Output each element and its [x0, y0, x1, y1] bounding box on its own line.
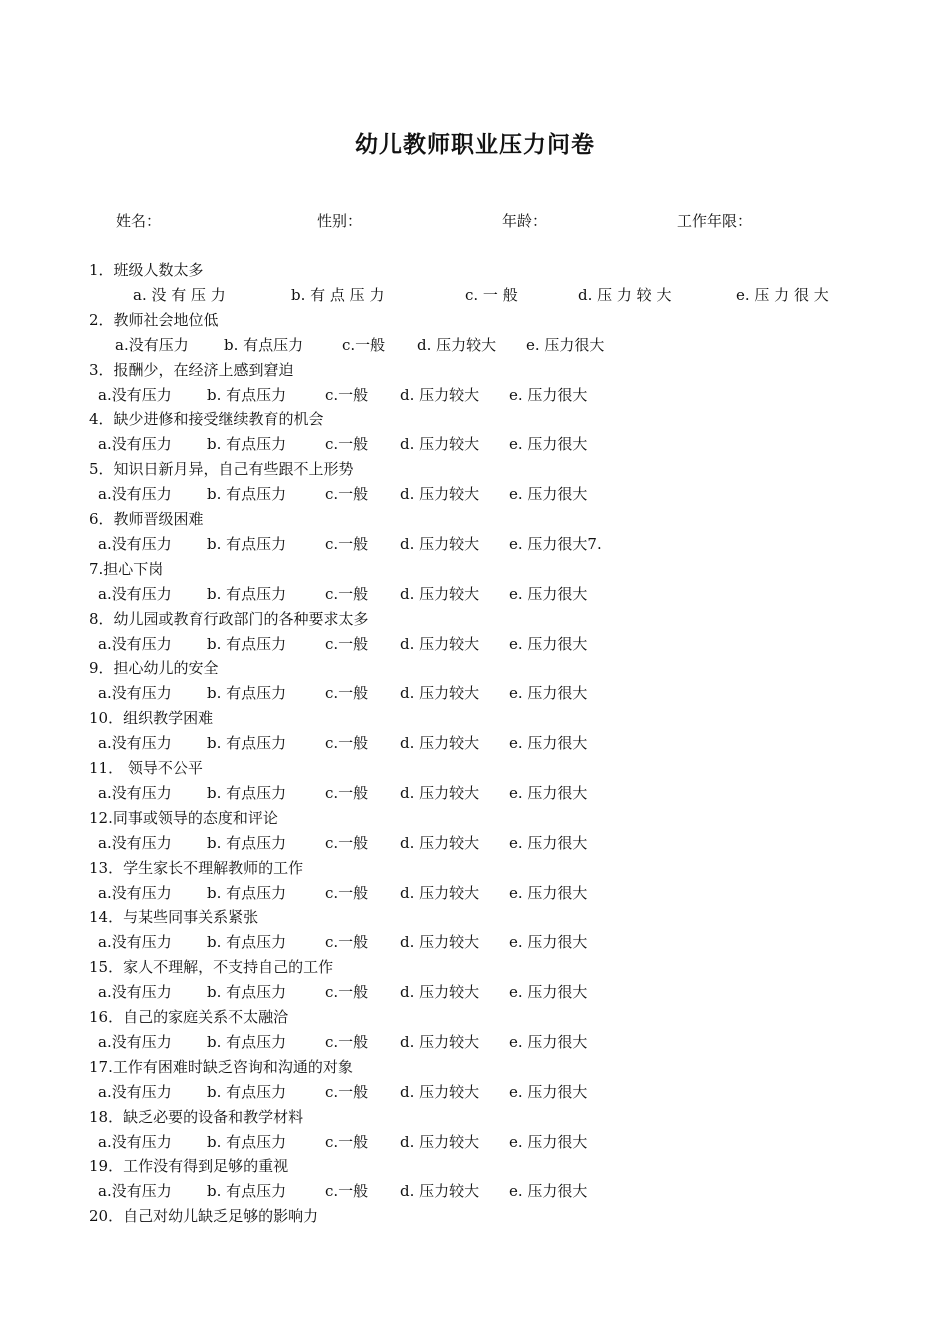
answer-option-c[interactable]: c.一般	[325, 784, 369, 802]
answer-option-e[interactable]: e. 压力很大	[509, 435, 588, 454]
answer-option-d[interactable]: d. 压力较大	[400, 385, 480, 404]
question-text: 10．组织教学困难	[89, 709, 214, 728]
answer-option-e[interactable]: e. 压力很大	[509, 584, 588, 603]
answer-option-a[interactable]: a. 没 有 压 力	[133, 286, 226, 304]
question-text: 20．自己对幼儿缺乏足够的影响力	[89, 1207, 319, 1226]
name-field-label: 姓名：	[116, 212, 162, 230]
question-text: 7.担心下岗	[89, 559, 164, 578]
answer-option-b[interactable]: b. 有点压力	[207, 883, 287, 902]
answer-option-e[interactable]: e. 压力很大	[509, 634, 588, 653]
answer-option-a[interactable]: a.没有压力	[98, 983, 172, 1002]
answer-option-a[interactable]: a.没有压力	[98, 784, 172, 802]
answer-options-row	[0, 681, 950, 705]
answer-option-a[interactable]: a.没有压力	[98, 1033, 172, 1051]
answer-option-d[interactable]: d. 压力较大	[400, 634, 480, 653]
answer-option-c[interactable]: c.一般	[325, 1033, 369, 1051]
answer-options-row	[0, 881, 950, 905]
answer-option-b[interactable]: b. 有点压力	[207, 734, 287, 753]
answer-option-c[interactable]: c.一般	[325, 485, 369, 504]
answer-option-a[interactable]: a.没有压力	[98, 933, 172, 952]
question-text: 6．教师晋级困难	[89, 510, 204, 528]
answer-option-b[interactable]: b. 有点压力	[207, 784, 287, 802]
answer-option-a[interactable]: a.没有压力	[98, 1182, 172, 1201]
answer-option-e[interactable]: e. 压力很大7.	[509, 535, 602, 553]
answer-option-d[interactable]: d. 压力较大	[400, 435, 480, 454]
answer-options-row	[0, 632, 950, 656]
answer-option-a[interactable]: a.没有压力	[98, 385, 172, 404]
answer-option-e[interactable]: e. 压力很大	[509, 933, 588, 952]
answer-option-e[interactable]: e. 压力很大	[509, 734, 588, 753]
answer-option-a[interactable]: a.没有压力	[98, 734, 172, 753]
answer-option-c[interactable]: c.一般	[325, 933, 369, 952]
age-field-label: 年龄：	[502, 212, 548, 230]
question-text: 13．学生家长不理解教师的工作	[89, 858, 304, 877]
answer-option-d[interactable]: d. 压力较大	[400, 684, 480, 703]
answer-option-d[interactable]: d. 压力较大	[400, 734, 480, 753]
answer-options-row	[0, 432, 950, 456]
question-text: 16．自己的家庭关系不太融洽	[89, 1008, 289, 1026]
answer-option-c[interactable]: c.一般	[325, 385, 369, 404]
answer-option-c[interactable]: c. 一 般	[465, 286, 518, 304]
answer-option-c[interactable]: c.一般	[325, 883, 369, 902]
question-text: 4．缺少进修和接受继续教育的机会	[89, 410, 324, 429]
answer-option-b[interactable]: b. 有点压力	[207, 1132, 287, 1151]
answer-option-e[interactable]: e. 压力很大	[509, 1132, 588, 1151]
answer-option-b[interactable]: b. 有点压力	[207, 833, 287, 852]
answer-option-e[interactable]: e. 压力很大	[509, 883, 588, 902]
answer-option-d[interactable]: d. 压力较大	[400, 933, 480, 952]
page-title: 幼儿教师职业压力问卷	[355, 131, 595, 158]
answer-option-b[interactable]: b. 有点压力	[207, 983, 287, 1002]
answer-options-row	[0, 1179, 950, 1203]
answer-option-e[interactable]: e. 压力很大	[509, 833, 588, 852]
answer-option-a[interactable]: a.没有压力	[98, 634, 172, 653]
answer-option-d[interactable]: d. 压力较大	[400, 485, 480, 504]
answer-option-c[interactable]: c.一般	[325, 684, 369, 703]
answer-option-e[interactable]: e. 压力很大	[509, 485, 588, 504]
answer-option-d[interactable]: d. 压力较大	[400, 1082, 480, 1101]
work-years-field-label: 工作年限：	[677, 212, 753, 230]
answer-option-d[interactable]: d. 压力较大	[400, 1132, 480, 1151]
question-text: 12.同事或领导的态度和评论	[89, 808, 278, 827]
question-text: 15．家人不理解，不支持自己的工作	[89, 958, 334, 977]
answer-options-row	[0, 532, 950, 556]
question-text: 8．幼儿园或教育行政部门的各种要求太多	[89, 609, 369, 628]
answer-option-c[interactable]: c.一般	[325, 833, 369, 852]
answer-options-row	[0, 731, 950, 755]
answer-options-row	[0, 781, 950, 805]
answer-options-row	[0, 482, 950, 506]
answer-option-b[interactable]: b. 有 点 压 力	[291, 286, 385, 304]
answer-option-a[interactable]: a.没有压力	[98, 435, 172, 454]
answer-option-e[interactable]: e. 压力很大	[509, 684, 588, 703]
answer-option-b[interactable]: b. 有点压力	[207, 385, 287, 404]
answer-option-e[interactable]: e. 压力很大	[509, 1082, 588, 1101]
answer-options-row	[0, 383, 950, 407]
answer-option-d[interactable]: d. 压力较大	[400, 983, 480, 1002]
question-text: 2．教师社会地位低	[89, 310, 219, 329]
answer-option-b[interactable]: b. 有点压力	[207, 435, 287, 454]
answer-option-d[interactable]: d. 压 力 较 大	[578, 286, 672, 304]
answer-option-d[interactable]: d. 压力较大	[400, 1182, 480, 1201]
answer-option-b[interactable]: b. 有点压力	[207, 485, 287, 504]
answer-option-a[interactable]: a.没有压力	[98, 1132, 172, 1151]
question-text: 5．知识日新月异，自己有些跟不上形势	[89, 460, 354, 479]
answer-option-d[interactable]: d. 压力较大	[400, 584, 480, 603]
answer-option-c[interactable]: c.一般	[325, 1082, 369, 1101]
question-text: 11． 领导不公平	[89, 759, 203, 777]
answer-option-b[interactable]: b. 有点压力	[207, 1082, 287, 1101]
question-text: 14．与某些同事关系紧张	[89, 908, 259, 927]
answer-option-d[interactable]: d. 压力较大	[417, 335, 497, 354]
answer-options-row	[0, 283, 950, 307]
answer-option-e[interactable]: e. 压 力 很 大	[736, 286, 829, 304]
answer-option-a[interactable]: a.没有压力	[98, 684, 172, 703]
answer-option-a[interactable]: a.没有压力	[98, 485, 172, 504]
answer-option-d[interactable]: d. 压力较大	[400, 535, 480, 553]
answer-option-b[interactable]: b. 有点压力	[207, 1033, 287, 1051]
answer-options-row	[0, 1030, 950, 1054]
answer-option-b[interactable]: b. 有点压力	[207, 584, 287, 603]
answer-option-d[interactable]: d. 压力较大	[400, 1033, 480, 1051]
gender-field-label: 性别：	[317, 212, 363, 230]
question-text: 9．担心幼儿的安全	[89, 659, 219, 678]
question-text: 1．班级人数太多	[89, 261, 204, 279]
answer-option-a[interactable]: a.没有压力	[98, 584, 172, 603]
answer-option-c[interactable]: c.一般	[325, 535, 369, 553]
answer-option-d[interactable]: d. 压力较大	[400, 833, 480, 852]
question-text: 19．工作没有得到足够的重视	[89, 1157, 289, 1176]
answer-option-a[interactable]: a.没有压力	[98, 833, 172, 852]
answer-options-row	[0, 1080, 950, 1104]
answer-options-row	[0, 980, 950, 1004]
question-text: 17.工作有困难时缺乏咨询和沟通的对象	[89, 1057, 353, 1076]
answer-option-c[interactable]: c.一般	[325, 1182, 369, 1201]
answer-option-e[interactable]: e. 压力很大	[509, 1182, 588, 1201]
answer-option-c[interactable]: c.一般	[325, 584, 369, 603]
answer-options-row	[0, 930, 950, 954]
answer-option-a[interactable]: a.没有压力	[98, 1082, 172, 1101]
answer-option-d[interactable]: d. 压力较大	[400, 883, 480, 902]
answer-option-a[interactable]: a.没有压力	[115, 335, 189, 354]
answer-option-b[interactable]: b. 有点压力	[224, 335, 304, 354]
answer-option-c[interactable]: c.一般	[325, 734, 369, 753]
answer-option-b[interactable]: b. 有点压力	[207, 634, 287, 653]
answer-options-row	[0, 582, 950, 606]
answer-option-e[interactable]: e. 压力很大	[509, 1033, 588, 1051]
answer-option-c[interactable]: c.一般	[325, 634, 369, 653]
answer-option-a[interactable]: a.没有压力	[98, 535, 172, 553]
answer-option-b[interactable]: b. 有点压力	[207, 933, 287, 952]
answer-option-b[interactable]: b. 有点压力	[207, 1182, 287, 1201]
answer-option-e[interactable]: e. 压力很大	[526, 335, 605, 354]
answer-option-e[interactable]: e. 压力很大	[509, 385, 588, 404]
answer-option-b[interactable]: b. 有点压力	[207, 535, 287, 553]
question-text: 18．缺乏必要的设备和教学材料	[89, 1107, 304, 1126]
answer-option-e[interactable]: e. 压力很大	[509, 983, 588, 1002]
answer-options-row	[0, 831, 950, 855]
answer-option-e[interactable]: e. 压力很大	[509, 784, 588, 802]
answer-option-d[interactable]: d. 压力较大	[400, 784, 480, 802]
answer-option-a[interactable]: a.没有压力	[98, 883, 172, 902]
answer-option-b[interactable]: b. 有点压力	[207, 684, 287, 703]
answer-option-c[interactable]: c.一般	[325, 983, 369, 1002]
question-text: 3．报酬少，在经济上感到窘迫	[89, 360, 294, 379]
answer-option-c[interactable]: c.一般	[342, 335, 386, 354]
answer-option-c[interactable]: c.一般	[325, 1132, 369, 1151]
answer-options-row	[0, 333, 950, 357]
answer-option-c[interactable]: c.一般	[325, 435, 369, 454]
answer-options-row	[0, 1130, 950, 1154]
